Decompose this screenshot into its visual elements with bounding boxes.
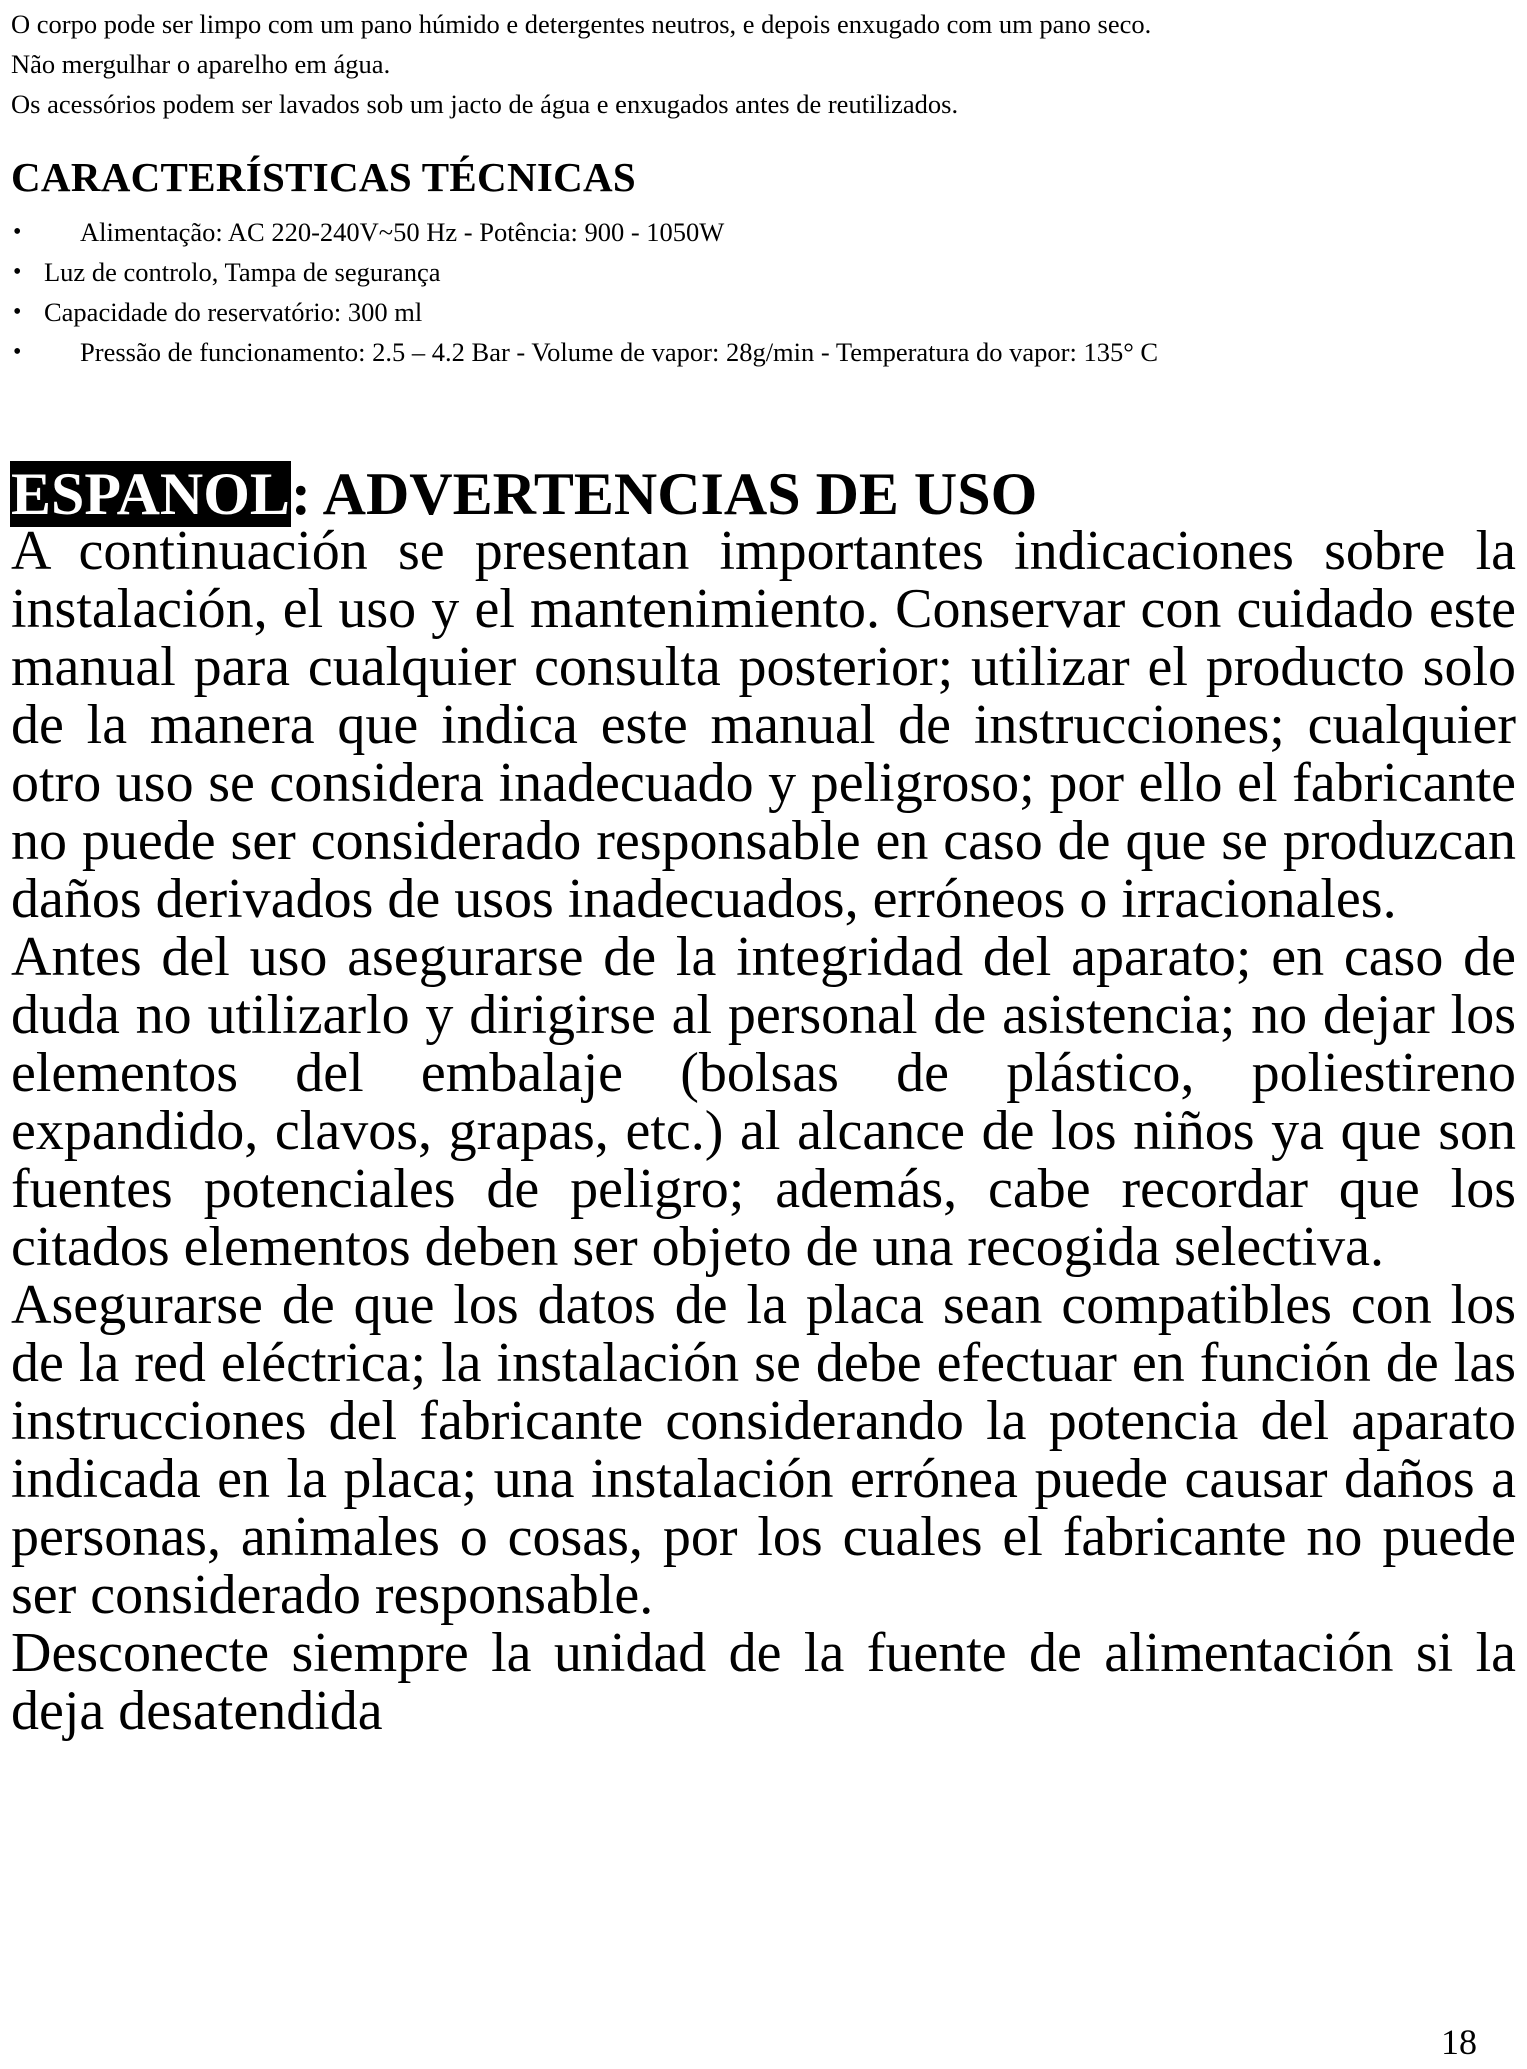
warning-paragraph: A continuación se presentan importantes indicaciones sobre la instalación, el uso y el mantenimiento. Conservar con cuidado este manual para cualquier consulta posterior; utilizar el producto solo de la manera que indica este manual de instrucciones; cualquier otro uso se considera inadecuado y peligroso; por ello el fabricante no puede ser considerado responsable en caso de que se produzcan daños derivados de usos inadecuados, erróneos o irracionales. [11, 520, 1516, 930]
spec-item-text: Alimentação: AC 220-240V~50 Hz - Potência: 900 - 1050W [80, 217, 725, 247]
spanish-section-heading [10, 462, 1037, 526]
heading-title: : ADVERTENCIAS DE USO [290, 461, 1038, 527]
bullet-icon: • [13, 259, 22, 285]
spanish-warnings-body [11, 522, 1516, 1740]
spec-item [0, 332, 1527, 372]
page-number: 18 [1441, 2022, 1477, 2062]
warning-paragraph: Antes del uso asegurarse de la integridad del aparato; en caso de duda no utilizarlo y dirigirse al personal de asistencia; no dejar los elementos del embalaje (bolsas de plástico, poliestireno expandido, clavos, grapas, etc.) al alcance de los niños ya que son fuentes potenciales de peligro; además, cabe recordar que los citados elementos deben ser objeto de una recogida selectiva. [11, 926, 1516, 1278]
spec-item-text: Luz de controlo, Tampa de segurança [44, 257, 441, 287]
bullet-icon: • [13, 299, 22, 325]
spec-item-text: Capacidade do reservatório: 300 ml [44, 297, 423, 327]
spec-item [0, 252, 1527, 292]
bullet-icon: • [13, 219, 22, 245]
spec-item [0, 212, 1527, 252]
spec-item-text: Pressão de funcionamento: 2.5 – 4.2 Bar - Volume de vapor: 28g/min - Temperatura do vapor: 135° C [80, 337, 1159, 367]
bullet-icon: • [13, 339, 22, 365]
portuguese-cleaning-section [11, 4, 1511, 124]
cleaning-line: O corpo pode ser limpo com um pano húmido e detergentes neutros, e depois enxugado com um pano seco. [11, 9, 1152, 39]
language-highlight: ESPANOL [11, 461, 290, 527]
cleaning-line: Não mergulhar o aparelho em água. [11, 49, 391, 79]
warning-paragraph: Desconecte siempre la unidad de la fuente de alimentación si la deja desatendida [11, 1622, 1516, 1742]
technical-specs-title: CARACTERÍSTICAS TÉCNICAS [11, 154, 637, 200]
cleaning-line: Os acessórios podem ser lavados sob um jacto de água e enxugados antes de reutilizados. [11, 89, 959, 119]
spec-item [0, 292, 1527, 332]
warning-paragraph: Asegurarse de que los datos de la placa sean compatibles con los de la red eléctrica; la instalación se debe efectuar en función de las instrucciones del fabricante considerando la potencia del aparato indicada en la placa; una instalación errónea puede causar daños a personas, animales o cosas, por los cuales el fabricante no puede ser considerado responsable. [11, 1274, 1516, 1626]
